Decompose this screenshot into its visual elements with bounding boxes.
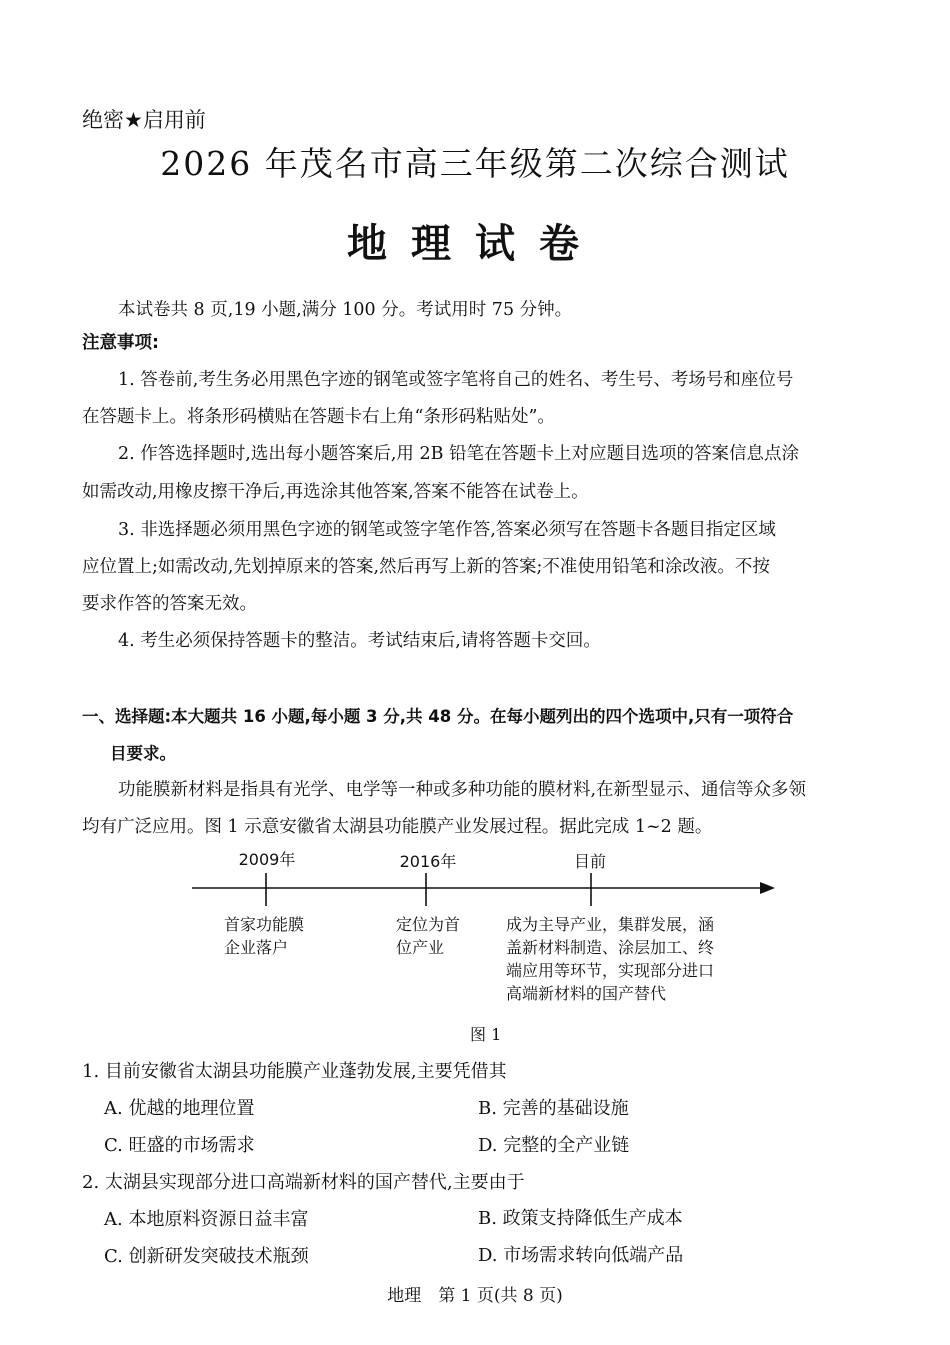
notice-line: 4. 考生必须保持答题卡的整洁。考试结束后,请将答题卡交回。 — [118, 631, 601, 651]
notice-line: 要求作答的答案无效。 — [82, 594, 257, 614]
notice-heading: 注意事项: — [82, 333, 159, 353]
timeline-event-text: 企业落户 — [224, 938, 289, 957]
answer-option: C. 创新研发突破技术瓶颈 — [104, 1246, 309, 1267]
timeline-year-label: 2016年 — [399, 852, 457, 871]
timeline-event-text: 高端新材料的国产替代 — [506, 984, 667, 1003]
passage-line: 功能膜新材料是指具有光学、电学等一种或多种功能的膜材料,在新型显示、通信等众多领 — [118, 780, 807, 800]
question-stem: 2. 太湖县实现部分进口高端新材料的国产替代,主要由于 — [82, 1172, 525, 1193]
exam-intro: 本试卷共 8 页,19 小题,满分 100 分。考试用时 75 分钟。 — [118, 300, 573, 320]
notice-line: 3. 非选择题必须用黑色字迹的钢笔或签字笔作答,答案必须写在答题卡各题目指定区域 — [118, 520, 776, 540]
answer-option: D. 完整的全产业链 — [478, 1135, 630, 1156]
answer-option: A. 优越的地理位置 — [104, 1098, 255, 1119]
answer-option: D. 市场需求转向低端产品 — [478, 1245, 684, 1266]
exam-title: 2026 年茂名市高三年级第二次综合测试 — [160, 144, 790, 183]
timeline-event-text: 成为主导产业，集群发展，涵 — [506, 915, 715, 934]
notice-line: 1. 答卷前,考生务必用黑色字迹的钢笔或签字笔将自己的姓名、考生号、考场号和座位号 — [118, 370, 794, 390]
confidential-mark: 绝密★启用前 — [82, 108, 206, 132]
answer-option: B. 完善的基础设施 — [478, 1098, 629, 1119]
timeline-event-text: 端应用等环节，实现部分进口 — [506, 961, 715, 980]
answer-option: B. 政策支持降低生产成本 — [478, 1208, 683, 1229]
figure-caption: 图 1 — [470, 1025, 502, 1044]
timeline-figure — [0, 840, 950, 1020]
notice-line: 在答题卡上。将条形码横贴在答题卡右上角“条形码粘贴处”。 — [82, 407, 555, 427]
timeline-event-text: 位产业 — [396, 938, 445, 957]
timeline-year-label: 目前 — [573, 852, 607, 871]
timeline-event-text: 首家功能膜 — [224, 915, 305, 934]
notice-line: 应位置上;如需改动,先划掉原来的答案,然后再写上新的答案;不准使用铅笔和涂改液。不按 — [82, 557, 770, 577]
notice-line: 如需改动,用橡皮擦干净后,再选涂其他答案,答案不能答在试卷上。 — [82, 482, 589, 502]
timeline-arrowhead — [760, 882, 775, 894]
section-heading: 一、选择题:本大题共 16 小题,每小题 3 分,共 48 分。在每小题列出的四个选项中,只有一项符合 — [82, 707, 794, 726]
passage-line: 均有广泛应用。图 1 示意安徽省太湖县功能膜产业发展过程。据此完成 1~2 题。 — [82, 817, 713, 837]
section-heading-cont: 目要求。 — [110, 744, 176, 763]
answer-option: A. 本地原料资源日益丰富 — [104, 1209, 309, 1230]
subject-title: 地理试卷 — [347, 220, 603, 267]
question-stem: 1. 目前安徽省太湖县功能膜产业蓬勃发展,主要凭借其 — [82, 1061, 507, 1082]
timeline-event-text: 定位为首 — [396, 915, 461, 934]
page-footer: 地理 第 1 页(共 8 页) — [387, 1286, 563, 1306]
answer-option: C. 旺盛的市场需求 — [104, 1135, 255, 1156]
notice-line: 2. 作答选择题时,选出每小题答案后,用 2B 铅笔在答题卡上对应题目选项的答案信息点涂 — [118, 444, 800, 464]
timeline-year-label: 2009年 — [238, 850, 296, 869]
timeline-event-text: 盖新材料制造、涂层加工、终 — [506, 938, 715, 957]
